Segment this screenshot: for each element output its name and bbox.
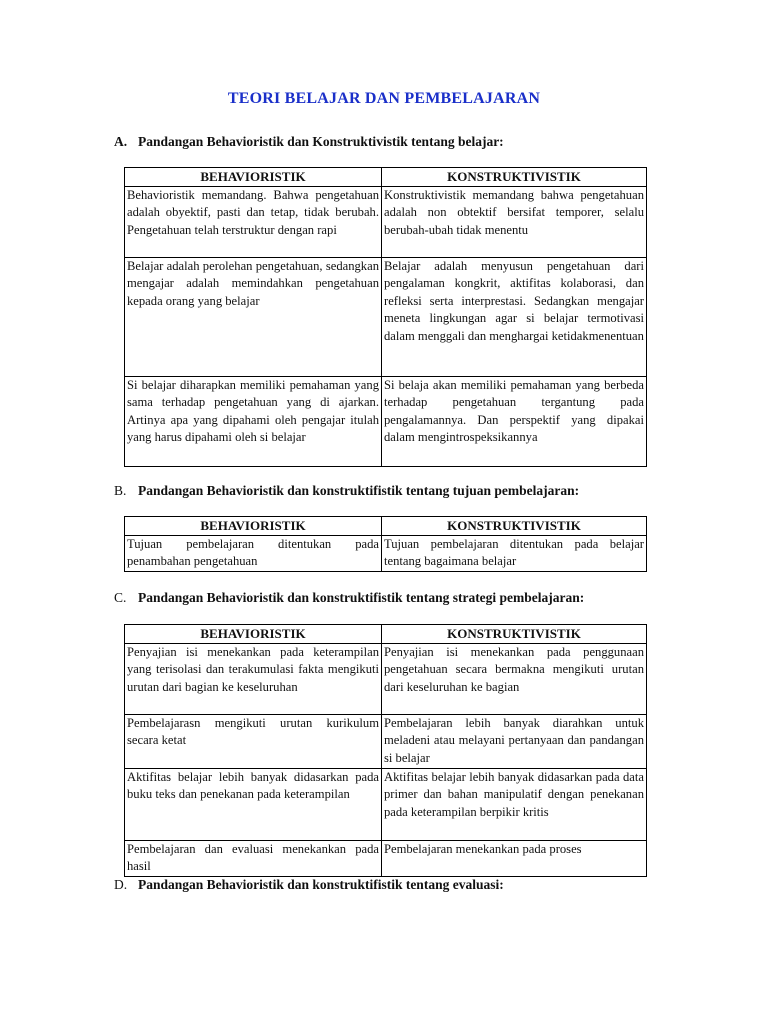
section-c-title: Pandangan Behavioristik dan konstruktifistik tentang strategi pembelajaran:: [138, 590, 585, 605]
section-c-letter: C.: [114, 590, 127, 605]
table-header-row: [125, 168, 647, 187]
cell-behavioristik: Penyajian isi menekankan pada keterampilan yang terisolasi dan terakumulasi fakta mengikuti urutan dari bagian ke keseluruhan: [125, 643, 382, 714]
table-header-row: [125, 517, 647, 536]
cell-behavioristik: Pembelajaran dan evaluasi menekankan pada hasil: [125, 840, 382, 876]
cell-konstruktivistik: Pembelajaran lebih banyak diarahkan untuk meladeni atau melayani pertanyaan dan pandangan si belajar: [382, 714, 647, 768]
cell-konstruktivistik: Konstruktivistik memandang bahwa pengetahuan adalah non obtektif bersifat temporer, selalu berubah-ubah tidak menentu: [382, 186, 647, 257]
table-row: [125, 186, 647, 257]
table-b: [124, 516, 647, 572]
table-a: [124, 167, 647, 467]
table-row: [125, 768, 647, 840]
section-a-letter: A.: [114, 134, 128, 149]
cell-behavioristik: Behavioristik memandang. Bahwa pengetahuan adalah obyektif, pasti dan tetap, tidak berubah. Pengetahuan telah terstruktur dengan rapi: [125, 186, 382, 257]
section-d-letter: D.: [114, 877, 128, 892]
section-b-heading: [114, 483, 579, 499]
cell-behavioristik: Belajar adalah perolehan pengetahuan, sedangkan mengajar adalah memindahkan pengetahuan kepada orang yang belajar: [125, 257, 382, 376]
document-title: TEORI BELAJAR DAN PEMBELAJARAN: [227, 90, 541, 107]
cell-konstruktivistik: Belajar adalah menyusun pengetahuan dari pengalaman kongkrit, aktifitas kolaborasi, dan refleksi serta interprestasi. Sedangkan mengajar meneta lingkungan agar si belajar termotivasi dalam menggali dan menghargai ketidakmenentuan: [382, 257, 647, 376]
section-b-title: Pandangan Behavioristik dan konstruktifistik tentang tujuan pembelajaran:: [138, 483, 580, 498]
section-d-title: Pandangan Behavioristik dan konstruktifistik tentang evaluasi:: [138, 877, 504, 892]
cell-konstruktivistik: Si belaja akan memiliki pemahaman yang berbeda terhadap pengetahuan tergantung pada pengalamannya. Dan perspektif yang dipakai dalam mengintrospeksikannya: [382, 376, 647, 466]
table-row: [125, 257, 647, 376]
cell-konstruktivistik: Pembelajaran menekankan pada proses: [382, 840, 647, 876]
table-row: [125, 714, 647, 768]
col-header-behavioristik: BEHAVIORISTIK: [125, 168, 382, 187]
table-row: [125, 535, 647, 571]
col-header-konstruktivistik: KONSTRUKTIVISTIK: [382, 517, 647, 536]
cell-konstruktivistik: Penyajian isi menekankan pada penggunaan pengetahuan secara bermakna mengikuti urutan dari keseluruhan ke bagian: [382, 643, 647, 714]
section-b-letter: B.: [114, 483, 127, 498]
cell-behavioristik: Si belajar diharapkan memiliki pemahaman yang sama terhadap pengetahuan yang di ajarkan. Artinya apa yang dipahami oleh pengajar itulah yang harus dipahami oleh si belajar: [125, 376, 382, 466]
col-header-konstruktivistik: KONSTRUKTIVISTIK: [382, 625, 647, 644]
section-c-heading: [114, 590, 584, 606]
table-row: [125, 643, 647, 714]
section-d-heading: [114, 877, 504, 893]
table-row: [125, 376, 647, 466]
section-a-title: Pandangan Behavioristik dan Konstruktivistik tentang belajar:: [138, 134, 504, 149]
cell-behavioristik: Aktifitas belajar lebih banyak didasarkan pada buku teks dan penekanan pada keterampilan: [125, 768, 382, 840]
section-a-heading: [114, 134, 504, 150]
table-header-row: [125, 625, 647, 644]
cell-behavioristik: Tujuan pembelajaran ditentukan pada penambahan pengetahuan: [125, 535, 382, 571]
table-row: [125, 840, 647, 876]
cell-konstruktivistik: Tujuan pembelajaran ditentukan pada belajar tentang bagaimana belajar: [382, 535, 647, 571]
table-c: [124, 624, 647, 877]
cell-behavioristik: Pembelajarasn mengikuti urutan kurikulum secara ketat: [125, 714, 382, 768]
col-header-behavioristik: BEHAVIORISTIK: [125, 625, 382, 644]
col-header-konstruktivistik: KONSTRUKTIVISTIK: [382, 168, 647, 187]
cell-konstruktivistik: Aktifitas belajar lebih banyak didasarkan pada data primer dan bahan manipulatif dengan penekanan pada keterampilan berpikir kritis: [382, 768, 647, 840]
col-header-behavioristik: BEHAVIORISTIK: [125, 517, 382, 536]
